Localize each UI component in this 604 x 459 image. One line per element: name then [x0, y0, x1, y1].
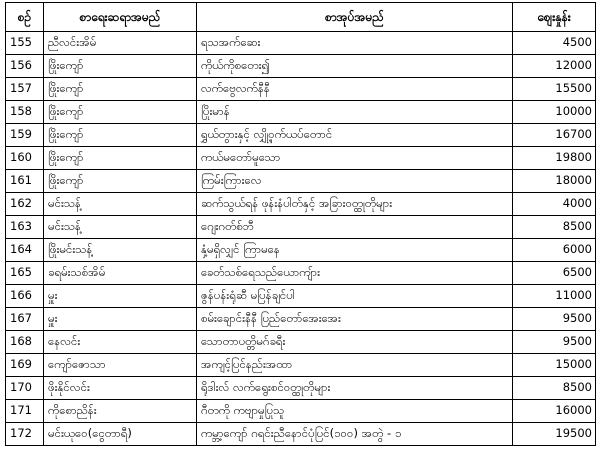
- row-book-title: ကယ်မတော်မူသော: [197, 147, 513, 170]
- row-author: မှူး: [44, 285, 197, 308]
- row-author: ကိုစောညိန်း: [44, 400, 197, 423]
- row-author: ဖြိုးကျော်: [44, 78, 197, 101]
- row-author: ဖြိုးကျော်: [44, 55, 197, 78]
- row-book-title: ရိုဒါးလ် လက်ရွေးစင်ဝတ္ထုတိုများ: [197, 377, 513, 400]
- row-author: နေလင်း: [44, 331, 197, 354]
- row-book-title: ဂျေးဂတ်စ်ဘီ: [197, 216, 513, 239]
- row-number: 168: [6, 331, 44, 354]
- row-number: 159: [6, 124, 44, 147]
- row-book-title: ပြိုးမာန်: [197, 101, 513, 124]
- row-author: ဖြိုးမင်းသန့်: [44, 239, 197, 262]
- header-author: စာရေးဆရာအမည်: [44, 3, 197, 32]
- row-price: 19800: [513, 147, 596, 170]
- table-row: [6, 377, 596, 400]
- row-price: 16000: [513, 400, 596, 423]
- row-number: 166: [6, 285, 44, 308]
- table-row: [6, 216, 596, 239]
- row-price: 8500: [513, 216, 596, 239]
- table-row: [6, 400, 596, 423]
- row-author: ဖြိုးကျော်: [44, 124, 197, 147]
- table-row: [6, 32, 596, 55]
- row-book-title: ခေတ်သစ်ရေသည်ယောကျ်ား: [197, 262, 513, 285]
- header-number: စဉ်: [6, 3, 44, 32]
- row-author: မင်းယုဝေ(ငွေတာရီ): [44, 423, 197, 446]
- row-number: 171: [6, 400, 44, 423]
- row-number: 170: [6, 377, 44, 400]
- row-book-title: ဂီတကို ကဗျာမှုပြုသူ: [197, 400, 513, 423]
- row-book-title: အကျင့်ပြင်နည်းအထာ: [197, 354, 513, 377]
- row-book-title: နှံ့မရှိလျှင် ကြာမနေ: [197, 239, 513, 262]
- row-author: ဖြိုးကျော်: [44, 170, 197, 193]
- row-book-title: ရသအက်ဆေး: [197, 32, 513, 55]
- row-author: မင်းသန့်: [44, 216, 197, 239]
- row-author: ခရမ်းသစ်အိမ်: [44, 262, 197, 285]
- table-row: [6, 331, 596, 354]
- row-price: 6000: [513, 239, 596, 262]
- table-row: [6, 78, 596, 101]
- row-book-title: ကမ္ဘာ့ကျော် ဂရင်းညီနောင်ပုံပြင်(၁၀၀) အတွဲ - ၁: [197, 423, 513, 446]
- row-price: 16700: [513, 124, 596, 147]
- row-price: 15000: [513, 354, 596, 377]
- row-number: 163: [6, 216, 44, 239]
- row-number: 156: [6, 55, 44, 78]
- table-row: [6, 55, 596, 78]
- table-row: [6, 170, 596, 193]
- table-row: [6, 308, 596, 331]
- row-price: 9500: [513, 308, 596, 331]
- row-number: 157: [6, 78, 44, 101]
- row-price: 8500: [513, 377, 596, 400]
- header-price: ဈေးနှုန်း: [513, 3, 596, 32]
- row-price: 9500: [513, 331, 596, 354]
- row-price: 19500: [513, 423, 596, 446]
- table-row: [6, 262, 596, 285]
- header-book-title: စာအုပ်အမည်: [197, 3, 513, 32]
- row-number: 162: [6, 193, 44, 216]
- row-number: 155: [6, 32, 44, 55]
- row-author: ဖိုးနိုင်လင်း: [44, 377, 197, 400]
- row-book-title: သောတာပတ္တိမဂ်ခရီး: [197, 331, 513, 354]
- row-author: မင်းသန့်: [44, 193, 197, 216]
- row-number: 158: [6, 101, 44, 124]
- row-author: မှူး: [44, 308, 197, 331]
- row-number: 172: [6, 423, 44, 446]
- row-book-title: ဇွန်ပန်းရုံဆီ မပြန်ချင်ပါ: [197, 285, 513, 308]
- row-price: 4500: [513, 32, 596, 55]
- row-number: 164: [6, 239, 44, 262]
- price-list-sheet: [5, 2, 595, 446]
- row-author: ဖြိုးကျော်: [44, 147, 197, 170]
- table-row: [6, 354, 596, 377]
- row-number: 160: [6, 147, 44, 170]
- row-number: 161: [6, 170, 44, 193]
- book-price-table: [5, 2, 596, 446]
- row-book-title: ဆက်သွယ်ရန် ဖုန်းနံပါတ်နှင့် အခြားဝတ္ထုတိုများ: [197, 193, 513, 216]
- row-number: 169: [6, 354, 44, 377]
- row-book-title: ရွှယ်တွားနှင့် လျှို့ဝှက်ယပ်တောင်: [197, 124, 513, 147]
- row-price: 18000: [513, 170, 596, 193]
- table-row: [6, 193, 596, 216]
- row-price: 10000: [513, 101, 596, 124]
- table-header-row: [6, 3, 596, 32]
- row-author: ဖြိုးကျော်: [44, 101, 197, 124]
- row-author: ညီလင်းအိမ်: [44, 32, 197, 55]
- row-book-title: လက်ဗွေလက်နီနီ: [197, 78, 513, 101]
- table-row: [6, 147, 596, 170]
- row-book-title: ကြမ်းကြားလေ: [197, 170, 513, 193]
- row-price: 6500: [513, 262, 596, 285]
- row-number: 165: [6, 262, 44, 285]
- row-price: 15500: [513, 78, 596, 101]
- table-row: [6, 423, 596, 446]
- table-row: [6, 101, 596, 124]
- row-price: 4000: [513, 193, 596, 216]
- table-body: [6, 32, 596, 446]
- row-number: 167: [6, 308, 44, 331]
- row-price: 12000: [513, 55, 596, 78]
- row-price: 11000: [513, 285, 596, 308]
- row-book-title: ကိုယ်ကိုစတေး၍: [197, 55, 513, 78]
- table-row: [6, 124, 596, 147]
- table-row: [6, 239, 596, 262]
- row-book-title: စမ်းချောင်းနီနီ ပြည်တော်အေးအေး: [197, 308, 513, 331]
- table-row: [6, 285, 596, 308]
- row-author: ကျော်ဇောသာ: [44, 354, 197, 377]
